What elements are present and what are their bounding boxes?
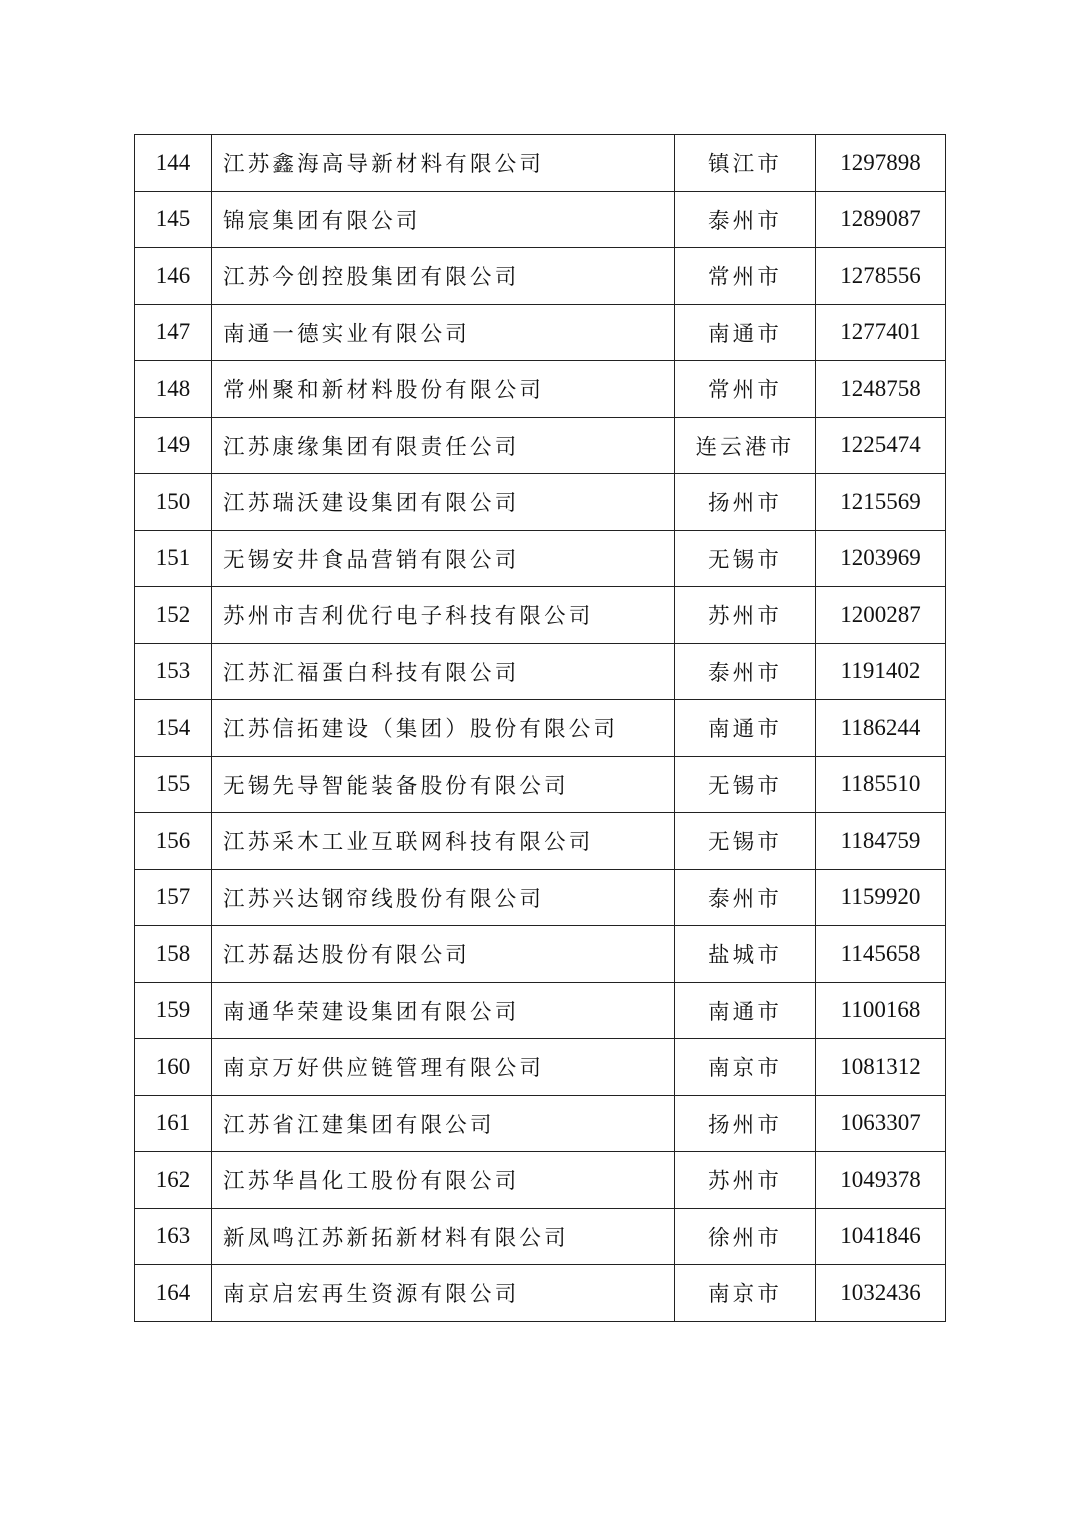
rank-cell: 147 bbox=[135, 304, 212, 361]
company-name-cell: 江苏兴达钢帘线股份有限公司 bbox=[212, 869, 675, 926]
table-body bbox=[135, 135, 946, 1322]
value-cell: 1063307 bbox=[816, 1095, 946, 1152]
rank-cell: 145 bbox=[135, 191, 212, 248]
company-name-cell: 常州聚和新材料股份有限公司 bbox=[212, 361, 675, 418]
city-cell: 南通市 bbox=[675, 304, 816, 361]
value-cell: 1277401 bbox=[816, 304, 946, 361]
table-row bbox=[135, 756, 946, 813]
company-name-cell: 江苏华昌化工股份有限公司 bbox=[212, 1152, 675, 1209]
city-cell: 徐州市 bbox=[675, 1208, 816, 1265]
table-row bbox=[135, 1039, 946, 1096]
rank-cell: 151 bbox=[135, 530, 212, 587]
rank-cell: 150 bbox=[135, 474, 212, 531]
city-cell: 盐城市 bbox=[675, 926, 816, 983]
value-cell: 1200287 bbox=[816, 587, 946, 644]
rank-cell: 156 bbox=[135, 813, 212, 870]
city-cell: 南京市 bbox=[675, 1265, 816, 1322]
company-name-cell: 南京启宏再生资源有限公司 bbox=[212, 1265, 675, 1322]
company-name-cell: 江苏信拓建设（集团）股份有限公司 bbox=[212, 700, 675, 757]
value-cell: 1159920 bbox=[816, 869, 946, 926]
table-row bbox=[135, 587, 946, 644]
rank-cell: 161 bbox=[135, 1095, 212, 1152]
city-cell: 扬州市 bbox=[675, 1095, 816, 1152]
city-cell: 泰州市 bbox=[675, 191, 816, 248]
rank-cell: 157 bbox=[135, 869, 212, 926]
table-row bbox=[135, 1152, 946, 1209]
value-cell: 1248758 bbox=[816, 361, 946, 418]
value-cell: 1278556 bbox=[816, 248, 946, 305]
rank-cell: 160 bbox=[135, 1039, 212, 1096]
company-name-cell: 南京万好供应链管理有限公司 bbox=[212, 1039, 675, 1096]
company-name-cell: 南通华荣建设集团有限公司 bbox=[212, 982, 675, 1039]
city-cell: 连云港市 bbox=[675, 417, 816, 474]
rank-cell: 159 bbox=[135, 982, 212, 1039]
table-row bbox=[135, 530, 946, 587]
company-name-cell: 江苏汇福蛋白科技有限公司 bbox=[212, 643, 675, 700]
table-row bbox=[135, 417, 946, 474]
value-cell: 1100168 bbox=[816, 982, 946, 1039]
company-name-cell: 江苏鑫海高导新材料有限公司 bbox=[212, 135, 675, 192]
rank-cell: 154 bbox=[135, 700, 212, 757]
company-name-cell: 南通一德实业有限公司 bbox=[212, 304, 675, 361]
value-cell: 1049378 bbox=[816, 1152, 946, 1209]
company-name-cell: 江苏瑞沃建设集团有限公司 bbox=[212, 474, 675, 531]
city-cell: 无锡市 bbox=[675, 530, 816, 587]
city-cell: 泰州市 bbox=[675, 643, 816, 700]
table-row bbox=[135, 643, 946, 700]
company-name-cell: 江苏省江建集团有限公司 bbox=[212, 1095, 675, 1152]
company-name-cell: 江苏康缘集团有限责任公司 bbox=[212, 417, 675, 474]
rank-cell: 146 bbox=[135, 248, 212, 305]
value-cell: 1215569 bbox=[816, 474, 946, 531]
rank-cell: 153 bbox=[135, 643, 212, 700]
table-row bbox=[135, 474, 946, 531]
company-name-cell: 江苏磊达股份有限公司 bbox=[212, 926, 675, 983]
value-cell: 1185510 bbox=[816, 756, 946, 813]
rank-cell: 162 bbox=[135, 1152, 212, 1209]
value-cell: 1186244 bbox=[816, 700, 946, 757]
rank-cell: 152 bbox=[135, 587, 212, 644]
table-row bbox=[135, 813, 946, 870]
city-cell: 扬州市 bbox=[675, 474, 816, 531]
city-cell: 无锡市 bbox=[675, 813, 816, 870]
rank-cell: 158 bbox=[135, 926, 212, 983]
company-name-cell: 锦宸集团有限公司 bbox=[212, 191, 675, 248]
city-cell: 镇江市 bbox=[675, 135, 816, 192]
city-cell: 南通市 bbox=[675, 982, 816, 1039]
value-cell: 1041846 bbox=[816, 1208, 946, 1265]
value-cell: 1289087 bbox=[816, 191, 946, 248]
table-row bbox=[135, 135, 946, 192]
company-name-cell: 无锡先导智能装备股份有限公司 bbox=[212, 756, 675, 813]
value-cell: 1032436 bbox=[816, 1265, 946, 1322]
ranking-table bbox=[134, 134, 946, 1322]
value-cell: 1145658 bbox=[816, 926, 946, 983]
table-row bbox=[135, 248, 946, 305]
company-name-cell: 江苏采木工业互联网科技有限公司 bbox=[212, 813, 675, 870]
city-cell: 苏州市 bbox=[675, 1152, 816, 1209]
table-row bbox=[135, 361, 946, 418]
city-cell: 苏州市 bbox=[675, 587, 816, 644]
city-cell: 无锡市 bbox=[675, 756, 816, 813]
value-cell: 1297898 bbox=[816, 135, 946, 192]
city-cell: 常州市 bbox=[675, 361, 816, 418]
rank-cell: 164 bbox=[135, 1265, 212, 1322]
value-cell: 1184759 bbox=[816, 813, 946, 870]
city-cell: 南通市 bbox=[675, 700, 816, 757]
table-row bbox=[135, 982, 946, 1039]
table-row bbox=[135, 1208, 946, 1265]
rank-cell: 163 bbox=[135, 1208, 212, 1265]
table-row bbox=[135, 191, 946, 248]
value-cell: 1081312 bbox=[816, 1039, 946, 1096]
company-name-cell: 无锡安井食品营销有限公司 bbox=[212, 530, 675, 587]
table-row bbox=[135, 304, 946, 361]
rank-cell: 148 bbox=[135, 361, 212, 418]
value-cell: 1203969 bbox=[816, 530, 946, 587]
table-row bbox=[135, 926, 946, 983]
company-name-cell: 苏州市吉利优行电子科技有限公司 bbox=[212, 587, 675, 644]
table-row bbox=[135, 1095, 946, 1152]
table-row bbox=[135, 700, 946, 757]
company-name-cell: 新凤鸣江苏新拓新材料有限公司 bbox=[212, 1208, 675, 1265]
value-cell: 1191402 bbox=[816, 643, 946, 700]
rank-cell: 155 bbox=[135, 756, 212, 813]
city-cell: 泰州市 bbox=[675, 869, 816, 926]
table-row bbox=[135, 1265, 946, 1322]
table-row bbox=[135, 869, 946, 926]
value-cell: 1225474 bbox=[816, 417, 946, 474]
city-cell: 南京市 bbox=[675, 1039, 816, 1096]
city-cell: 常州市 bbox=[675, 248, 816, 305]
rank-cell: 144 bbox=[135, 135, 212, 192]
rank-cell: 149 bbox=[135, 417, 212, 474]
company-name-cell: 江苏今创控股集团有限公司 bbox=[212, 248, 675, 305]
